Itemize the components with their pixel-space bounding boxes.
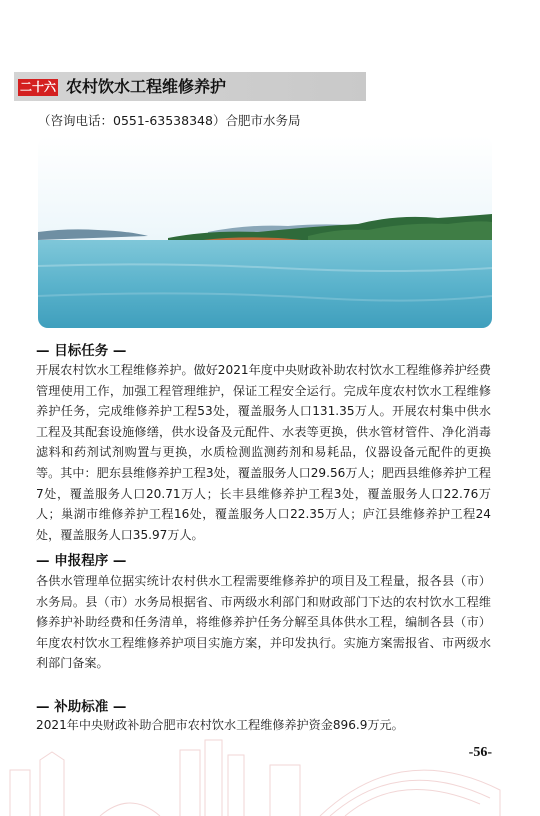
- page-number: -56-: [468, 745, 492, 760]
- section-heading-goals: — 目标任务 —: [36, 343, 127, 359]
- contact-info: （咨询电话：0551-63538348）合肥市水务局: [38, 113, 301, 128]
- section-number-badge: 二十六: [19, 80, 56, 94]
- section-heading-subsidy: — 补助标准 —: [36, 699, 127, 715]
- section-body-procedure: 各供水管理单位据实统计农村供水工程需要维修养护的项目及工程量，报各县（市）水务局。县（市）水务局根据省、市两级水利部门和财政部门下达的农村饮水工程维修养护补助经费和任务清单，将维修养护任务分解至具体供水工程，编制各县（市）年度农村饮水工程维修养护项目实施方案，并印发执行。实施方案需报省、市两级水利部门备案。: [36, 574, 491, 671]
- section-title: 农村饮水工程维修养护: [66, 77, 227, 96]
- section-heading-procedure: — 申报程序 —: [36, 553, 127, 569]
- section-body-goals: 开展农村饮水工程维修养护。做好2021年度中央财政补助农村饮水工程维修养护经费管理使用工作，加强工程管理维护，保证工程安全运行。完成年度农村饮水工程维修养护任务，完成维修养护工程53处，覆盖服务人口131.35万人。开展农村集中供水工程及其配套设施修缮，供水设备及元配件、水表等更换，供水管材管件、净化消毒滤料和药剂试剂购置与更换，水质检测监测药剂和易耗品，仪器设备元配件的更换等。其中：肥东县维修养护工程3处，覆盖服务人口29.56万人；肥西县维修养护工程7处，覆盖服务人口20.71万人；长丰县维修养护工程3处，覆盖服务人口22.76万人；巢湖市维修养护工程16处，覆盖服务人口22.35万人；庐江县维修养护工程24处，覆盖服务人口35.97万人。: [36, 363, 491, 542]
- lake-landscape-photo: [38, 136, 492, 328]
- city-skyline-decor: [0, 730, 540, 816]
- section-body-subsidy: 2021年中央财政补助合肥市农村饮水工程维修养护资金896.9万元。: [36, 718, 404, 732]
